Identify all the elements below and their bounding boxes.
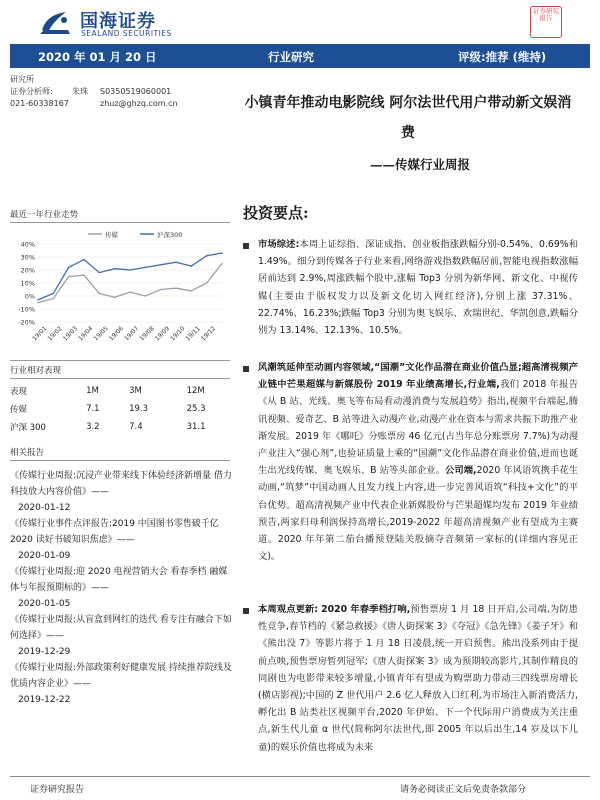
y-tick-label: -10% xyxy=(18,305,35,314)
paragraph-label: 市场综述: xyxy=(258,239,300,250)
related-report-date: 2019-12-22 xyxy=(18,695,71,705)
paragraph-label: 公司端, xyxy=(445,465,477,477)
data-point xyxy=(99,272,101,274)
title-bar xyxy=(10,44,590,68)
performance-header: 12M xyxy=(186,386,205,396)
related-report-date: 2020-01-12 xyxy=(18,503,71,513)
related-report-title: 《传媒行业事件点评报告:2019 中国图书零售破千亿 2020 读好书破知识焦虑》—— xyxy=(10,519,219,545)
data-point xyxy=(129,269,131,271)
related-report-item[interactable] xyxy=(10,516,236,564)
x-tick-label: 19/02 xyxy=(46,325,64,343)
related-report-title: 《传媒行业周报:外部政策利好健康发展 持续推荐院线及优质内容企业》—— xyxy=(10,663,232,689)
performance-section-title: 行业相对表现 xyxy=(10,366,62,376)
industry-trend-chart xyxy=(10,226,230,356)
performance-cell: 7.1 xyxy=(86,404,100,414)
related-report-item[interactable] xyxy=(10,612,236,660)
y-tick-label: 20% xyxy=(20,266,35,275)
report-stamp xyxy=(530,6,562,38)
data-point xyxy=(129,291,131,293)
paragraph-text: 本周上证综指、深证成指、创业板指涨跌幅分别-0.54%、0.69%和 1.49%。细分到传媒各子行业来看,网络游戏指数跌幅居前,智能电视指数涨幅居前达到 2.9%,周涨跌幅个股中,涨幅 Top3 分别为新华网、新文化、中视传媒(主要由于版权发力以及新文化切入网红经济),分别上涨 37.31%、22.74%、16.23%;跌幅 Top3 分别为奥飞娱乐、欢瑞世纪、华凯创意,跌幅分别为 13.14%、12.13%、10.5%。 xyxy=(258,239,578,337)
paragraph-industry xyxy=(258,359,578,565)
performance-cell: 31.1 xyxy=(186,422,206,432)
performance-row-name: 传媒 xyxy=(10,405,28,415)
related-reports-list xyxy=(10,468,236,708)
performance-header: 1M xyxy=(86,386,99,396)
related-report-date: 2020-01-09 xyxy=(18,551,71,561)
y-tick-label: 0% xyxy=(24,292,35,301)
analyst-block xyxy=(10,74,230,110)
data-point xyxy=(68,276,70,278)
analyst-role: 研究所 xyxy=(10,75,34,84)
related-report-date: 2020-01-05 xyxy=(18,599,71,609)
related-report-title: 《传媒行业周报:沉浸产业带来线下体验经济新增量 借力科技放大内容价值》—— xyxy=(10,471,232,497)
footer-divider xyxy=(10,776,590,777)
data-point xyxy=(53,293,55,295)
y-tick-label: 10% xyxy=(20,279,35,288)
paragraph-text: 我们 2018 年报告《从 B 站、光线、奥飞等布局看动漫消费与发展趋势》指出,视频平台端起,腾讯视频、爱奇艺、B 站等进入动漫产业,动漫产业在资本与需求共振下助推产业渐发展。2019 年《哪吒》分账票房 46 亿元(占当年总分账票房 7.7%)为动漫产业注入“强心剂”,也验证质量上乘的“国潮”文化作品潜在商业价值,进而也诞生出光线传媒、奥飞娱乐、B 站等头部企业。 xyxy=(258,379,578,477)
paragraph-emphasis: 2020 年春季档打响, xyxy=(321,604,411,615)
analyst-name: 朱珠 xyxy=(72,87,88,96)
data-point xyxy=(191,265,193,267)
data-point xyxy=(114,268,116,270)
performance-row xyxy=(10,400,230,418)
performance-cell: 7.4 xyxy=(129,422,143,432)
x-tick-label: 19/06 xyxy=(107,325,126,343)
footer-left: 证券研究报告 xyxy=(30,785,85,795)
footer-right: 请务必阅读正文后免责条款部分 xyxy=(400,785,527,795)
data-point xyxy=(99,293,101,295)
related-report-title: 《传媒行业周报:迎 2020 电视营销大会 看春季档 融媒体与年报预期标的》—— xyxy=(10,567,228,593)
related-section-title: 相关报告 xyxy=(10,448,45,458)
performance-divider xyxy=(10,378,230,379)
legend-label: 传媒 xyxy=(105,231,118,239)
x-tick-label: 19/11 xyxy=(184,325,202,343)
chart-bottom-divider xyxy=(10,360,230,361)
sealand-logo-icon xyxy=(38,8,72,36)
report-series: ——传媒行业周报 xyxy=(370,157,471,172)
chart-section-title: 最近一年行业走势 xyxy=(10,210,79,220)
legend-label: 沪深300 xyxy=(157,231,183,239)
y-tick-label: -20% xyxy=(18,318,35,327)
report-category: 行业研究 xyxy=(268,50,314,64)
paragraph-text: 预售票房 1 月 18 日开启,公司端,为防患性竞争,春节档的《紧急救援》《唐人街探案 3》《夺冠》《急先锋》《姜子牙》和《熊出没 7》等影片将于 1 月 18 日凌晨,统一开启预售。熊出没系列由于提前点映,预售票房暂列冠军;《唐人街探案 3》成为预期较高影片,其制作精良的同剧也为电影带来较多增量,小镇青年有望成为购票助力带动三四线票房增长(横店影视);中国的 Z 世代用户 2.6 亿人释放入口红利,为市场注入新消费活力,孵化出 B 站类社区视频平台,2020 年伊始、下一个代际用户消费成为关注重点,新生代儿童 α 世代(简称阿尔法世代,即 2005 年以后出生,14 岁及以下儿童)的娱乐价值也将成为未来 xyxy=(258,604,578,753)
data-point xyxy=(221,263,223,265)
data-point xyxy=(114,297,116,299)
stamp-text: 证券研究报告 xyxy=(533,7,559,22)
related-report-title: 《传媒行业周报:从盲盒到网红的迭代 看专注有融合下如何选择》—— xyxy=(10,615,232,641)
analyst-email[interactable]: zhuz@ghzq.com.cn xyxy=(100,99,178,108)
performance-header: 3M xyxy=(129,386,142,396)
x-tick-label: 19/03 xyxy=(61,325,80,343)
paragraph-label: 本周观点更新: xyxy=(258,604,319,615)
data-point xyxy=(37,299,39,301)
x-tick-label: 19/12 xyxy=(199,325,218,343)
brand-logo xyxy=(38,6,298,40)
performance-row-name: 沪深 300 xyxy=(10,423,46,433)
data-point xyxy=(206,282,208,284)
performance-table xyxy=(10,382,230,436)
data-point xyxy=(160,289,162,291)
paragraph-weekly-view xyxy=(258,601,578,773)
x-tick-label: 19/09 xyxy=(153,325,172,343)
x-tick-label: 19/08 xyxy=(138,325,156,343)
related-report-item[interactable] xyxy=(10,660,236,708)
data-point xyxy=(83,259,85,261)
data-point xyxy=(221,252,223,254)
x-tick-label: 19/01 xyxy=(31,325,49,343)
data-point xyxy=(53,298,55,300)
data-point xyxy=(68,267,70,269)
analyst-label: 证券分析师: xyxy=(10,87,53,96)
y-tick-label: 40% xyxy=(20,240,35,249)
paragraph-market-review xyxy=(258,236,578,339)
related-divider xyxy=(10,460,230,461)
data-point xyxy=(175,287,177,289)
chart-divider xyxy=(10,222,230,223)
data-point xyxy=(83,274,85,276)
performance-cell: 3.2 xyxy=(86,422,100,432)
data-point xyxy=(145,267,147,269)
brand-name-cn: 国海证券 xyxy=(80,11,156,32)
brand-name-en: SEALAND SECURITIES xyxy=(81,29,172,38)
report-rating: 评级:推荐 (维持) xyxy=(458,50,547,64)
x-tick-label: 19/05 xyxy=(92,325,110,343)
x-tick-label: 19/10 xyxy=(169,325,187,343)
paragraph-label: 风潮筑延伸至动画内容领域,“国潮”文化作品潜在商业价值凸显;超高清视频产业链中芒果超媒与新媒股份 2019 年业绩高增长,行业端, xyxy=(258,362,578,391)
performance-cell: 19.3 xyxy=(129,404,149,414)
related-report-date: 2019-12-29 xyxy=(18,647,71,657)
performance-header-row xyxy=(10,382,230,400)
data-point xyxy=(175,261,177,263)
related-report-item[interactable] xyxy=(10,468,236,516)
y-tick-label: 30% xyxy=(20,253,35,262)
performance-header: 表现 xyxy=(10,387,28,397)
analyst-phone: 021-60338167 xyxy=(10,99,69,108)
data-point xyxy=(160,264,162,266)
report-date: 2020 年 01 月 20 日 xyxy=(38,50,157,64)
data-point xyxy=(145,295,147,297)
bullet-icon xyxy=(243,366,251,374)
data-point xyxy=(191,290,193,292)
performance-cell: 25.3 xyxy=(186,404,206,414)
paragraph-text: 2020 年风语筑携手花生动画,“筑梦”中国动画人且发力线上内容,进一步完善风语筑“科技+文化”的平台优势。超高清视频产业中代表企业新媒股份与芒果超媒均发布 2019 年业绩预告,两家归母利润保持高增长,2019-2022 年超高清视频产业有望成为主赛道。2020 年年第二茄台播预登陆关股摘夺音频第一家标的(详细内容见正文)。 xyxy=(258,465,578,563)
bullet-icon xyxy=(243,243,251,251)
analyst-license: S0350519060001 xyxy=(100,87,172,96)
report-title: 小镇青年推动电影院线 阿尔法世代用户带动新文娱消费 xyxy=(244,95,572,141)
data-point xyxy=(37,302,39,304)
related-report-item[interactable] xyxy=(10,564,236,612)
performance-row xyxy=(10,418,230,436)
data-point xyxy=(206,255,208,257)
investment-heading: 投资要点: xyxy=(243,204,309,222)
x-tick-label: 19/07 xyxy=(123,325,141,343)
bullet-icon xyxy=(243,608,251,616)
x-tick-label: 19/04 xyxy=(77,325,95,343)
